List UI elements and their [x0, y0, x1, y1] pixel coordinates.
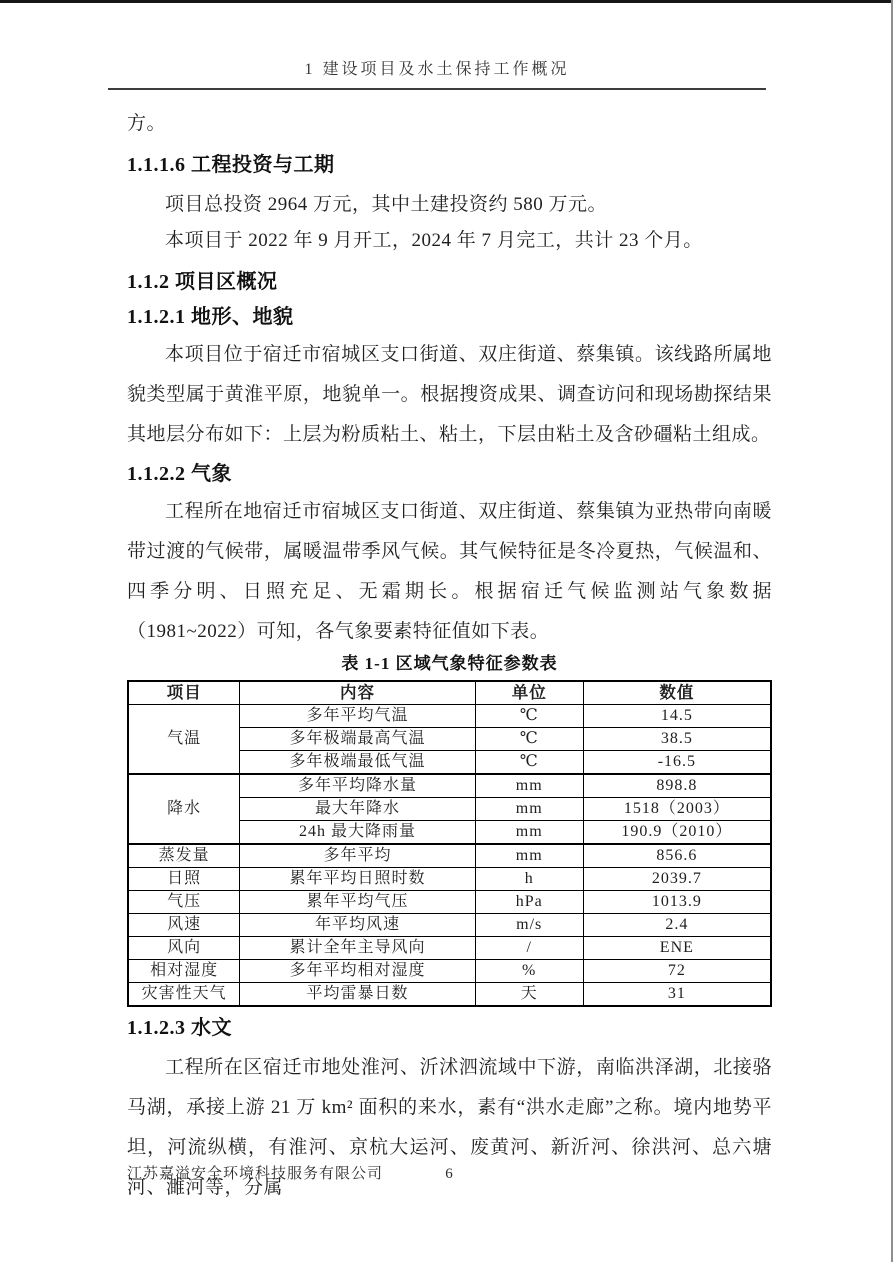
table-cell-content: 累年平均气压	[240, 891, 475, 914]
table-cell-value: -16.5	[583, 751, 771, 775]
paragraph-investment-2: 本项目于 2022 年 9 月开工，2024 年 7 月完工，共计 23 个月。	[165, 230, 703, 251]
table-cell-unit: h	[475, 868, 583, 891]
scan-edge-top	[0, 0, 893, 3]
table-cell-unit: /	[475, 937, 583, 960]
table-cell-content: 24h 最大降雨量	[240, 821, 475, 845]
table-cell-value: 1013.9	[583, 891, 771, 914]
table-cell-item: 相对湿度	[128, 960, 240, 983]
footer-page-number: 6	[445, 1166, 454, 1182]
paragraph-terrain: 本项目位于宿迁市宿城区支口街道、双庄街道、蔡集镇。该线路所属地貌类型属于黄淮平原，地貌单一。根据搜资成果、调查访问和现场勘探结果其地层分布如下：上层为粉质粘土、粘土，下层由粘土及含砂礓粘土组成。	[127, 344, 772, 445]
table-row	[128, 960, 771, 983]
climate-table	[127, 680, 772, 1007]
table-cell-content: 年平均风速	[240, 914, 475, 937]
table-row	[128, 844, 771, 868]
section-heading-investment: 1.1.1.6 工程投资与工期	[127, 154, 335, 176]
table-cell-unit: ℃	[475, 728, 583, 751]
section-heading-project-area: 1.1.2 项目区概况	[127, 271, 278, 293]
table-row	[128, 774, 771, 798]
table-row	[128, 937, 771, 960]
footer-company: 江苏嘉溢安全环境科技服务有限公司	[127, 1166, 384, 1182]
table-header-value: 数值	[583, 681, 771, 705]
table-cell-item: 风向	[128, 937, 240, 960]
table-row	[128, 983, 771, 1007]
table-header-item: 项目	[128, 681, 240, 705]
table-cell-value: 856.6	[583, 844, 771, 868]
table-cell-value: 898.8	[583, 774, 771, 798]
table-cell-content: 最大年降水	[240, 798, 475, 821]
running-header-title: 1 建设项目及水土保持工作概况	[304, 61, 570, 78]
table-cell-value: 72	[583, 960, 771, 983]
table-cell-item: 灾害性天气	[128, 983, 240, 1007]
paragraph-climate: 工程所在地宿迁市宿城区支口街道、双庄街道、蔡集镇为亚热带向南暖带过渡的气候带，属暖温带季风气候。其气候特征是冬冷夏热，气候温和、四季分明、日照充足、无霜期长。根据宿迁气候监测站气象数据（1981~2022）可知，各气象要素特征值如下表。	[127, 501, 772, 642]
section-heading-terrain: 1.1.2.1 地形、地貌	[127, 306, 294, 328]
table-cell-value: 2039.7	[583, 868, 771, 891]
table-cell-unit: %	[475, 960, 583, 983]
table-cell-unit: mm	[475, 798, 583, 821]
table-row	[128, 705, 771, 728]
table-cell-value: 38.5	[583, 728, 771, 751]
climate-table-body	[128, 705, 771, 1007]
table-cell-unit: mm	[475, 821, 583, 845]
table-cell-unit: m/s	[475, 914, 583, 937]
paragraph-hydrology: 工程所在区宿迁市地处淮河、沂沭泗流域中下游，南临洪泽湖，北接骆马湖，承接上游 21 万 km² 面积的来水，素有“洪水走廊”之称。境内地势平坦，河流纵横，有淮河、京杭大运河、废黄河、新沂河、徐洪河、总六塘河、濉河等，分属	[127, 1057, 772, 1198]
table-cell-content: 多年极端最低气温	[240, 751, 475, 775]
table-header-row	[128, 681, 771, 705]
table-cell-unit: mm	[475, 774, 583, 798]
table-cell-item: 气温	[128, 705, 240, 775]
table-cell-unit: mm	[475, 844, 583, 868]
table-cell-content: 累计全年主导风向	[240, 937, 475, 960]
section-heading-hydrology: 1.1.2.3 水文	[127, 1017, 232, 1039]
table-row	[128, 868, 771, 891]
table-cell-value: 190.9（2010）	[583, 821, 771, 845]
table-cell-value: 1518（2003）	[583, 798, 771, 821]
running-header	[108, 56, 766, 90]
table-row	[128, 914, 771, 937]
table-cell-value: ENE	[583, 937, 771, 960]
table-cell-item: 风速	[128, 914, 240, 937]
paragraph-investment-1: 项目总投资 2964 万元，其中土建投资约 580 万元。	[165, 194, 608, 215]
table-cell-item: 日照	[128, 868, 240, 891]
table-cell-unit: hPa	[475, 891, 583, 914]
table-cell-value: 2.4	[583, 914, 771, 937]
paragraph-continuation: 方。	[127, 113, 167, 134]
table-cell-content: 多年平均	[240, 844, 475, 868]
table-cell-content: 多年极端最高气温	[240, 728, 475, 751]
table-cell-value: 14.5	[583, 705, 771, 728]
document-content	[127, 100, 772, 1208]
table-cell-content: 累年平均日照时数	[240, 868, 475, 891]
section-heading-climate: 1.1.2.2 气象	[127, 463, 232, 485]
table-cell-item: 蒸发量	[128, 844, 240, 868]
table-cell-content: 多年平均气温	[240, 705, 475, 728]
table-header-content: 内容	[240, 681, 475, 705]
table-header-unit: 单位	[475, 681, 583, 705]
table-cell-item: 降水	[128, 774, 240, 844]
page-footer	[127, 1163, 772, 1185]
table-row	[128, 891, 771, 914]
table-cell-unit: 天	[475, 983, 583, 1007]
table-cell-unit: ℃	[475, 705, 583, 728]
table-cell-content: 多年平均降水量	[240, 774, 475, 798]
table-caption: 表 1-1 区域气象特征参数表	[341, 654, 558, 673]
table-cell-content: 平均雷暴日数	[240, 983, 475, 1007]
table-cell-value: 31	[583, 983, 771, 1007]
table-cell-unit: ℃	[475, 751, 583, 775]
table-cell-item: 气压	[128, 891, 240, 914]
table-cell-content: 多年平均相对湿度	[240, 960, 475, 983]
